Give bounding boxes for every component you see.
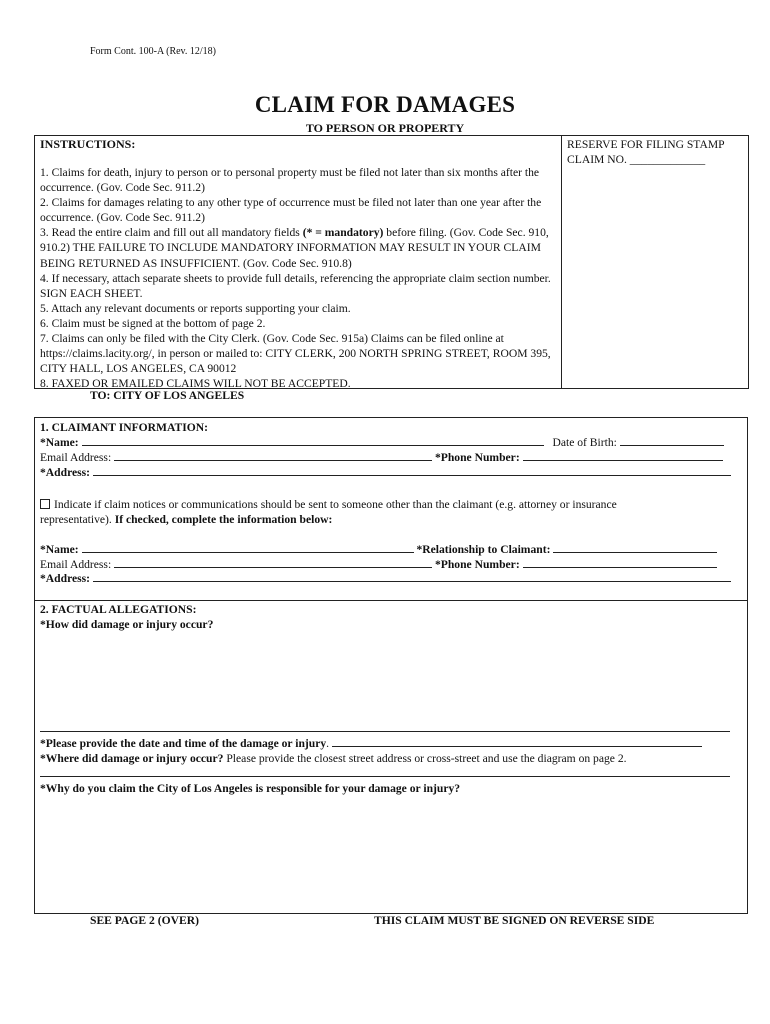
page-title: CLAIM FOR DAMAGES: [254, 92, 516, 117]
claim-number-field[interactable]: CLAIM NO. _____________: [567, 153, 706, 166]
claimant-email-input[interactable]: [114, 450, 432, 461]
representative-address-input[interactable]: [93, 571, 731, 582]
dob-input[interactable]: [620, 435, 724, 446]
representative-checkbox-row: [40, 497, 617, 512]
location-hint: Please provide the closest street address or cross-street and use the diagram on page 2.: [226, 752, 627, 765]
representative-email-input[interactable]: [114, 557, 432, 568]
representative-instruction: If checked, complete the information below:: [114, 513, 333, 526]
instruction-item: 6. Claim must be signed at the bottom of page 2.: [40, 316, 266, 330]
how-occurred-input[interactable]: [40, 634, 740, 726]
filing-stamp-box: [561, 135, 749, 389]
claimant-email-label: Email Address:: [40, 451, 112, 464]
representative-name-row: [40, 542, 717, 557]
representative-name-input[interactable]: [82, 542, 414, 553]
location-label: *Where did damage or injury occur?: [40, 752, 224, 765]
instruction-item: 4. If necessary, attach separate sheets to provide full details, referencing the appropriate claim section number. SIGN EACH SHEET.: [40, 271, 551, 300]
how-occurred-line: [40, 731, 730, 732]
claimant-contact-row: [40, 450, 723, 465]
date-time-row: *Please provide the date and time of the damage or injury.: [40, 736, 702, 751]
claimant-address-row: [40, 465, 731, 480]
representative-phone-input[interactable]: [523, 557, 717, 568]
claimant-name-label: *Name:: [40, 436, 79, 449]
addressee: TO: CITY OF LOS ANGELES: [90, 389, 245, 402]
date-time-label: *Please provide the date and time of the damage or injury: [40, 737, 327, 750]
instructions-heading: INSTRUCTIONS:: [40, 137, 136, 151]
representative-address-label: *Address:: [40, 572, 91, 585]
claimant-name-input[interactable]: [82, 435, 544, 446]
relationship-label: *Relationship to Claimant:: [416, 543, 551, 556]
instruction-item: 5. Attach any relevant documents or reports supporting your claim.: [40, 301, 351, 315]
factual-heading: 2. FACTUAL ALLEGATIONS:: [40, 603, 197, 616]
claimant-address-label: *Address:: [40, 466, 91, 479]
relationship-input[interactable]: [553, 542, 717, 553]
dob-label: Date of Birth:: [552, 436, 617, 449]
claimant-heading: 1. CLAIMANT INFORMATION:: [40, 421, 209, 434]
reserve-label: RESERVE FOR FILING STAMP: [567, 138, 725, 151]
instruction-item-3-start: 3. Read the entire claim and fill out all mandatory fields: [40, 226, 300, 240]
instructions-list: [40, 165, 556, 391]
responsibility-input[interactable]: [40, 798, 740, 908]
representative-note: representative).: [40, 513, 112, 526]
representative-note-row: [40, 512, 332, 527]
representative-phone-label: *Phone Number:: [434, 558, 520, 571]
see-page-2: SEE PAGE 2 (OVER): [90, 914, 199, 927]
claimant-phone-label: *Phone Number:: [434, 451, 520, 464]
location-input[interactable]: [40, 776, 730, 777]
representative-email-label: Email Address:: [40, 558, 112, 571]
signature-reminder: THIS CLAIM MUST BE SIGNED ON REVERSE SIDE: [374, 914, 655, 927]
representative-contact-row: [40, 557, 717, 572]
instruction-item: [40, 225, 556, 270]
claimant-address-input[interactable]: [93, 465, 731, 476]
representative-checkbox-label: Indicate if claim notices or communications should be sent to someone other than the claimant (e.g. attorney or insurance: [54, 498, 617, 511]
instruction-item: 8. FAXED OR EMAILED CLAIMS WILL NOT BE ACCEPTED.: [40, 377, 351, 391]
claimant-name-row: [40, 435, 724, 450]
instruction-item: 7. Claims can only be filed with the City Clerk. (Gov. Code Sec. 915a) Claims can be filed online at https://claims.lacity.org/, in person or mailed to: CITY CLERK, 200 NORTH SPRING STREET, ROOM 395, CITY HALL, LOS ANGELES, CA 90012: [40, 332, 551, 376]
instruction-item: 2. Claims for damages relating to any other type of occurrence must be filed not later than one year after the occurrence. (Gov. Code Sec. 911.2): [40, 196, 542, 225]
filing-stamp-text: [567, 137, 725, 167]
how-occurred-label: *How did damage or injury occur?: [40, 618, 214, 631]
representative-checkbox[interactable]: [40, 499, 50, 509]
page-subtitle: TO PERSON OR PROPERTY: [305, 121, 465, 135]
instruction-item-3-rest: before filing. (Gov. Code Sec. 910, 910.2) THE FAILURE TO INCLUDE MANDATORY INFORMATION MAY RESULT IN YOUR CLAIM BEING RETURNED AS INSUFFICIENT. (Gov. Code Sec. 910.8): [40, 226, 549, 270]
location-row: [40, 751, 627, 766]
responsibility-label: *Why do you claim the City of Los Angeles is responsible for your damage or injury?: [40, 782, 461, 795]
instruction-item: 1. Claims for death, injury to person or to personal property must be filed not later than six months after the occurrence. (Gov. Code Sec. 911.2): [40, 166, 540, 195]
claimant-phone-input[interactable]: [523, 450, 723, 461]
representative-name-label: *Name:: [40, 543, 79, 556]
date-time-input[interactable]: [332, 736, 702, 747]
representative-address-row: [40, 571, 731, 586]
mandatory-legend: (* = mandatory): [302, 226, 384, 240]
form-id: Form Cont. 100-A (Rev. 12/18): [90, 46, 217, 57]
